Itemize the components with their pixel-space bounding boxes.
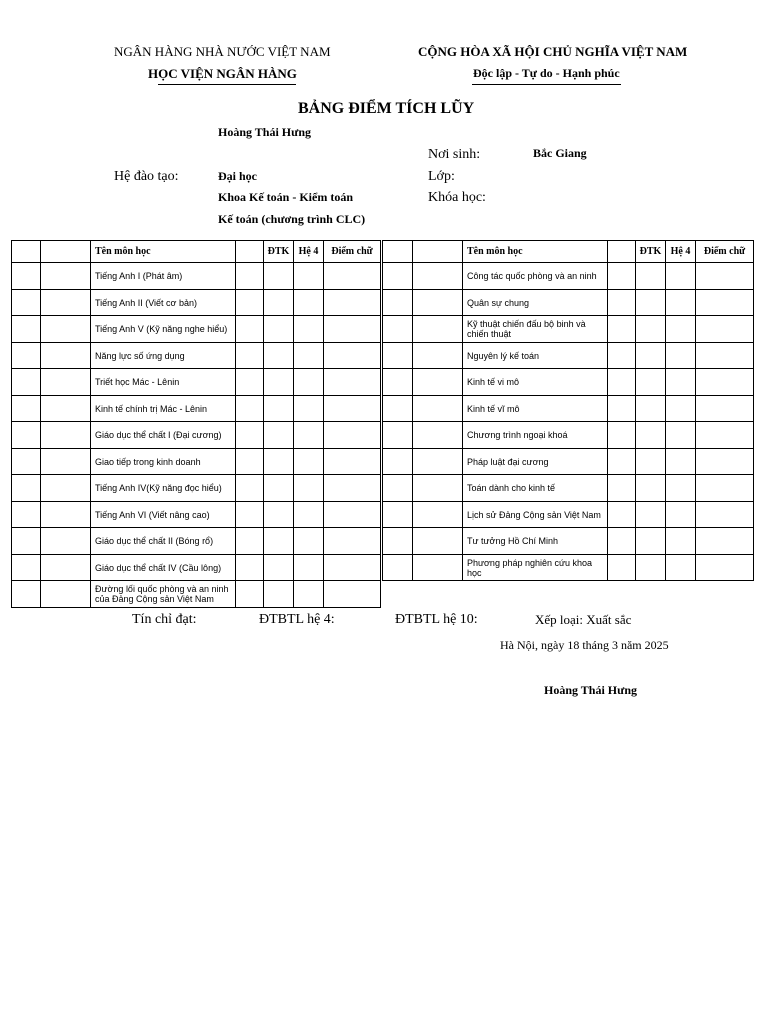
course-label: Khóa học: bbox=[428, 190, 486, 205]
header-letter-grade: Điểm chữ bbox=[324, 241, 381, 263]
table-row bbox=[12, 475, 381, 502]
header-letter-grade: Điểm chữ bbox=[696, 241, 754, 263]
subject-name: Đường lối quốc phòng và an ninh của Đảng Cộng sản Việt Nam bbox=[91, 581, 236, 608]
row-cell bbox=[41, 316, 91, 343]
program-label: Hệ đào tạo: bbox=[114, 169, 179, 184]
he4-cell bbox=[666, 449, 696, 475]
letter-grade-cell bbox=[696, 422, 754, 449]
subject-name: Tiếng Anh II (Viết cơ bản) bbox=[91, 290, 236, 316]
letter-grade-cell bbox=[324, 343, 381, 369]
table-row bbox=[12, 290, 381, 316]
rank-value: Xếp loại: Xuất sắc bbox=[535, 612, 632, 627]
subject-name: Giáo dục thể chất II (Bóng rổ) bbox=[91, 528, 236, 555]
subject-name: Công tác quốc phòng và an ninh bbox=[463, 263, 608, 290]
row-cell bbox=[41, 555, 91, 581]
row-cell bbox=[41, 343, 91, 369]
row-cell bbox=[41, 369, 91, 396]
subject-name: Nguyên lý kế toán bbox=[463, 343, 608, 369]
subject-name: Chương trình ngoại khoá bbox=[463, 422, 608, 449]
table-row bbox=[12, 263, 381, 290]
table-row bbox=[12, 449, 381, 475]
row-cell bbox=[383, 316, 413, 343]
org-name: NGÂN HÀNG NHÀ NƯỚC VIỆT NAM bbox=[114, 44, 331, 59]
row-cell bbox=[236, 316, 264, 343]
row-cell bbox=[383, 369, 413, 396]
dtk-cell bbox=[264, 396, 294, 422]
row-cell bbox=[413, 369, 463, 396]
header-cell bbox=[12, 241, 41, 263]
row-cell bbox=[383, 449, 413, 475]
row-cell bbox=[12, 263, 41, 290]
he4-cell bbox=[666, 316, 696, 343]
he4-cell bbox=[666, 422, 696, 449]
row-cell bbox=[608, 475, 636, 502]
row-cell bbox=[383, 502, 413, 528]
letter-grade-cell bbox=[324, 396, 381, 422]
dtk-cell bbox=[264, 316, 294, 343]
row-cell bbox=[236, 449, 264, 475]
row-cell bbox=[41, 396, 91, 422]
dtk-cell bbox=[636, 502, 666, 528]
table-row bbox=[12, 316, 381, 343]
letter-grade-cell bbox=[324, 475, 381, 502]
he4-cell bbox=[666, 528, 696, 555]
subject-name: Giáo dục thể chất I (Đại cương) bbox=[91, 422, 236, 449]
he4-cell bbox=[666, 475, 696, 502]
row-cell bbox=[413, 316, 463, 343]
he4-cell bbox=[666, 396, 696, 422]
subject-name: Kinh tế vĩ mô bbox=[463, 396, 608, 422]
he4-cell bbox=[666, 369, 696, 396]
table-row bbox=[383, 475, 754, 502]
letter-grade-cell bbox=[324, 290, 381, 316]
row-cell bbox=[608, 422, 636, 449]
row-cell bbox=[236, 528, 264, 555]
subject-name: Kỹ thuật chiến đấu bộ binh và chiến thuật bbox=[463, 316, 608, 343]
dtk-cell bbox=[636, 449, 666, 475]
row-cell bbox=[41, 263, 91, 290]
he4-cell bbox=[294, 581, 324, 608]
dtk-cell bbox=[636, 290, 666, 316]
he4-cell bbox=[294, 502, 324, 528]
letter-grade-cell bbox=[324, 316, 381, 343]
faculty-value: Khoa Kế toán - Kiểm toán bbox=[218, 190, 353, 204]
row-cell bbox=[413, 528, 463, 555]
table-row bbox=[383, 396, 754, 422]
gpa4-label: ĐTBTL hệ 4: bbox=[259, 612, 335, 627]
he4-cell bbox=[294, 396, 324, 422]
academy-underline bbox=[158, 84, 296, 85]
row-cell bbox=[608, 555, 636, 581]
table-row bbox=[383, 422, 754, 449]
dtk-cell bbox=[264, 581, 294, 608]
row-cell bbox=[608, 528, 636, 555]
row-cell bbox=[236, 369, 264, 396]
he4-cell bbox=[294, 475, 324, 502]
row-cell bbox=[236, 555, 264, 581]
row-cell bbox=[12, 449, 41, 475]
birthplace-value: Bắc Giang bbox=[533, 146, 587, 160]
dtk-cell bbox=[264, 475, 294, 502]
row-cell bbox=[608, 290, 636, 316]
grades-table-left bbox=[11, 240, 381, 608]
row-cell bbox=[413, 263, 463, 290]
row-cell bbox=[12, 316, 41, 343]
letter-grade-cell bbox=[696, 316, 754, 343]
dtk-cell bbox=[264, 343, 294, 369]
row-cell bbox=[383, 475, 413, 502]
dtk-cell bbox=[264, 555, 294, 581]
page-title: BẢNG ĐIỂM TÍCH LŨY bbox=[298, 100, 475, 117]
row-cell bbox=[236, 581, 264, 608]
subject-name: Tiếng Anh IV(Kỹ năng đọc hiểu) bbox=[91, 475, 236, 502]
dtk-cell bbox=[264, 502, 294, 528]
gpa10-label: ĐTBTL hệ 10: bbox=[395, 612, 478, 627]
letter-grade-cell bbox=[324, 581, 381, 608]
row-cell bbox=[12, 290, 41, 316]
letter-grade-cell bbox=[324, 528, 381, 555]
row-cell bbox=[413, 290, 463, 316]
row-cell bbox=[12, 581, 41, 608]
header-subject: Tên môn học bbox=[463, 241, 608, 263]
subject-name: Năng lực số ứng dụng bbox=[91, 343, 236, 369]
signer-name: Hoàng Thái Hưng bbox=[544, 683, 638, 697]
row-cell bbox=[413, 475, 463, 502]
row-cell bbox=[41, 422, 91, 449]
row-cell bbox=[41, 290, 91, 316]
row-cell bbox=[413, 422, 463, 449]
row-cell bbox=[236, 422, 264, 449]
row-cell bbox=[608, 369, 636, 396]
letter-grade-cell bbox=[324, 369, 381, 396]
table-row bbox=[12, 581, 381, 608]
he4-cell bbox=[294, 369, 324, 396]
subject-name: Tiếng Anh I (Phát âm) bbox=[91, 263, 236, 290]
row-cell bbox=[608, 263, 636, 290]
he4-cell bbox=[294, 343, 324, 369]
row-cell bbox=[41, 449, 91, 475]
dtk-cell bbox=[636, 369, 666, 396]
student-name: Hoàng Thái Hưng bbox=[218, 125, 312, 139]
row-cell bbox=[413, 555, 463, 581]
dtk-cell bbox=[264, 290, 294, 316]
major-value: Kế toán (chương trình CLC) bbox=[218, 212, 366, 226]
row-cell bbox=[608, 343, 636, 369]
national-motto: Độc lập - Tự do - Hạnh phúc bbox=[473, 66, 620, 80]
table-row bbox=[383, 369, 754, 396]
header-he4: Hệ 4 bbox=[294, 241, 324, 263]
row-cell bbox=[236, 502, 264, 528]
subject-name: Quân sự chung bbox=[463, 290, 608, 316]
row-cell bbox=[12, 422, 41, 449]
row-cell bbox=[41, 528, 91, 555]
dtk-cell bbox=[636, 555, 666, 581]
table-row bbox=[12, 422, 381, 449]
subject-name: Kinh tế vi mô bbox=[463, 369, 608, 396]
row-cell bbox=[383, 422, 413, 449]
table-row bbox=[383, 528, 754, 555]
header-dtk: ĐTK bbox=[264, 241, 294, 263]
he4-cell bbox=[294, 316, 324, 343]
row-cell bbox=[383, 555, 413, 581]
letter-grade-cell bbox=[696, 369, 754, 396]
place-date: Hà Nội, ngày 18 tháng 3 năm 2025 bbox=[500, 638, 669, 652]
subject-name: Triết học Mác - Lênin bbox=[91, 369, 236, 396]
dtk-cell bbox=[636, 316, 666, 343]
dtk-cell bbox=[636, 343, 666, 369]
header-cell bbox=[41, 241, 91, 263]
dtk-cell bbox=[636, 396, 666, 422]
dtk-cell bbox=[264, 528, 294, 555]
table-row bbox=[383, 316, 754, 343]
dtk-cell bbox=[264, 422, 294, 449]
letter-grade-cell bbox=[324, 422, 381, 449]
dtk-cell bbox=[636, 528, 666, 555]
header-subject: Tên môn học bbox=[91, 241, 236, 263]
table-row bbox=[12, 396, 381, 422]
table-row bbox=[12, 369, 381, 396]
row-cell bbox=[12, 475, 41, 502]
academy-name: HỌC VIỆN NGÂN HÀNG bbox=[148, 66, 297, 81]
he4-cell bbox=[294, 528, 324, 555]
table-row bbox=[12, 502, 381, 528]
row-cell bbox=[608, 502, 636, 528]
letter-grade-cell bbox=[696, 263, 754, 290]
header-cell bbox=[236, 241, 264, 263]
table-row bbox=[383, 555, 754, 581]
dtk-cell bbox=[264, 263, 294, 290]
letter-grade-cell bbox=[324, 502, 381, 528]
letter-grade-cell bbox=[696, 502, 754, 528]
row-cell bbox=[608, 396, 636, 422]
subject-name: Toán dành cho kinh tế bbox=[463, 475, 608, 502]
motto-underline bbox=[472, 84, 621, 85]
dtk-cell bbox=[636, 422, 666, 449]
row-cell bbox=[12, 369, 41, 396]
table-row bbox=[12, 343, 381, 369]
subject-name: Phương pháp nghiên cứu khoa học bbox=[463, 555, 608, 581]
row-cell bbox=[236, 290, 264, 316]
he4-cell bbox=[294, 449, 324, 475]
he4-cell bbox=[294, 290, 324, 316]
he4-cell bbox=[666, 263, 696, 290]
he4-cell bbox=[294, 422, 324, 449]
row-cell bbox=[236, 475, 264, 502]
row-cell bbox=[383, 396, 413, 422]
table-row bbox=[383, 263, 754, 290]
header-cell bbox=[383, 241, 413, 263]
letter-grade-cell bbox=[696, 475, 754, 502]
class-label: Lớp: bbox=[428, 169, 455, 184]
letter-grade-cell bbox=[324, 449, 381, 475]
header-cell bbox=[608, 241, 636, 263]
row-cell bbox=[413, 449, 463, 475]
dtk-cell bbox=[264, 369, 294, 396]
table-row bbox=[12, 528, 381, 555]
table-row bbox=[383, 502, 754, 528]
subject-name: Lịch sử Đảng Cộng sản Việt Nam bbox=[463, 502, 608, 528]
he4-cell bbox=[666, 502, 696, 528]
letter-grade-cell bbox=[324, 263, 381, 290]
subject-name: Giáo dục thể chất IV (Cầu lông) bbox=[91, 555, 236, 581]
row-cell bbox=[608, 316, 636, 343]
letter-grade-cell bbox=[696, 555, 754, 581]
birthplace-label: Nơi sinh: bbox=[428, 147, 481, 162]
row-cell bbox=[413, 396, 463, 422]
header-he4: Hệ 4 bbox=[666, 241, 696, 263]
dtk-cell bbox=[636, 263, 666, 290]
credits-label: Tín chỉ đạt: bbox=[132, 612, 197, 627]
subject-name: Pháp luật đại cương bbox=[463, 449, 608, 475]
row-cell bbox=[236, 343, 264, 369]
row-cell bbox=[383, 290, 413, 316]
program-value: Đại học bbox=[218, 169, 257, 183]
table-header-row bbox=[12, 241, 381, 263]
row-cell bbox=[383, 343, 413, 369]
he4-cell bbox=[666, 343, 696, 369]
dtk-cell bbox=[264, 449, 294, 475]
letter-grade-cell bbox=[696, 343, 754, 369]
grades-table-right bbox=[382, 240, 754, 581]
table-row bbox=[383, 449, 754, 475]
row-cell bbox=[383, 528, 413, 555]
subject-name: Tư tưởng Hồ Chí Minh bbox=[463, 528, 608, 555]
row-cell bbox=[41, 475, 91, 502]
row-cell bbox=[12, 528, 41, 555]
row-cell bbox=[608, 449, 636, 475]
table-row bbox=[383, 290, 754, 316]
header-cell bbox=[413, 241, 463, 263]
table-row bbox=[12, 555, 381, 581]
row-cell bbox=[12, 555, 41, 581]
row-cell bbox=[12, 343, 41, 369]
row-cell bbox=[41, 502, 91, 528]
header-dtk: ĐTK bbox=[636, 241, 666, 263]
republic-title: CỘNG HÒA XÃ HỘI CHỦ NGHĨA VIỆT NAM bbox=[418, 44, 688, 59]
subject-name: Tiếng Anh V (Kỹ năng nghe hiểu) bbox=[91, 316, 236, 343]
letter-grade-cell bbox=[696, 449, 754, 475]
he4-cell bbox=[666, 290, 696, 316]
table-row bbox=[383, 343, 754, 369]
row-cell bbox=[41, 581, 91, 608]
row-cell bbox=[413, 343, 463, 369]
row-cell bbox=[413, 502, 463, 528]
subject-name: Kinh tế chính trị Mác - Lênin bbox=[91, 396, 236, 422]
letter-grade-cell bbox=[696, 396, 754, 422]
he4-cell bbox=[294, 555, 324, 581]
row-cell bbox=[383, 263, 413, 290]
letter-grade-cell bbox=[696, 528, 754, 555]
letter-grade-cell bbox=[324, 555, 381, 581]
subject-name: Tiếng Anh VI (Viết nâng cao) bbox=[91, 502, 236, 528]
table-header-row bbox=[383, 241, 754, 263]
letter-grade-cell bbox=[696, 290, 754, 316]
row-cell bbox=[12, 396, 41, 422]
dtk-cell bbox=[636, 475, 666, 502]
row-cell bbox=[236, 263, 264, 290]
row-cell bbox=[12, 502, 41, 528]
row-cell bbox=[236, 396, 264, 422]
he4-cell bbox=[294, 263, 324, 290]
subject-name: Giao tiếp trong kinh doanh bbox=[91, 449, 236, 475]
he4-cell bbox=[666, 555, 696, 581]
